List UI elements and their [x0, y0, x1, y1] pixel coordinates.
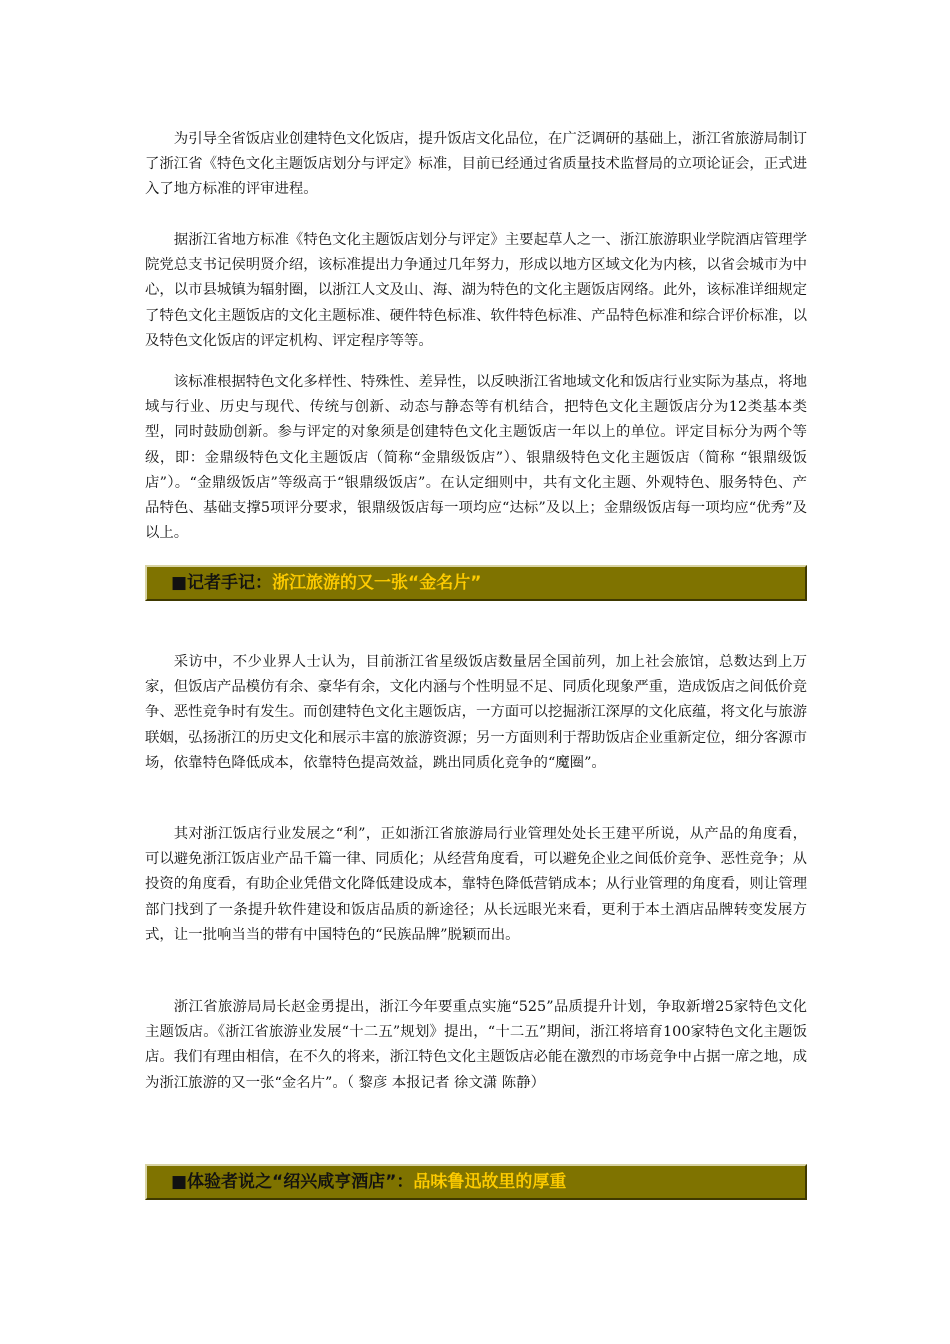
banner-lead: ■体验者说之“绍兴咸亨酒店”：: [171, 1172, 414, 1192]
paragraph-plan-525: 浙江省旅游局局长赵金勇提出，浙江今年要重点实施“525”品质提升计划，争取新增25家特色文化主题饭店。《浙江省旅游业发展“十二五”规划》提出，“十二五”期间，浙江将培育100家特色文化主题饭店。我们有理由相信，在不久的将来，浙江特色文化主题饭店必能在激烈的市场竞争中占据一席之地，成为浙江旅游的又一张“金名片”。（ 黎彦 本报记者 徐文潇 陈静）: [145, 999, 807, 1091]
paragraph-industry-views: 采访中，不少业界人士认为，目前浙江省星级饭店数量居全国前列，加上社会旅馆，总数达到上万家，但饭店产品模仿有余、豪华有余，文化内涵与个性明显不足、同质化现象严重，造成饭店之间低价竞争、恶性竞争时有发生。而创建特色文化主题饭店，一方面可以挖掘浙江深厚的文化底蕴，将文化与旅游联姻，弘扬浙江的历史文化和展示丰富的旅游资源；另一方面则利于帮助饭店企业重新定位，细分客源市场，依靠特色降低成本，依靠特色提高效益，跳出同质化竞争的“魔圈”。: [145, 654, 807, 771]
paragraph-standard-classification: 该标准根据特色文化多样性、特殊性、差异性，以反映浙江省地域文化和饭店行业实际为基点，将地域与行业、历史与现代、传统与创新、动态与静态等有机结合，把特色文化主题饭店分为12类基本类型，同时鼓励创新。参与评定的对象须是创建特色文化主题饭店一年以上的单位。评定目标分为两个等级，即：金鼎级特色文化主题饭店（简称“金鼎级饭店”）、银鼎级特色文化主题饭店（简称 “银鼎级饭店”）。“金鼎级饭店”等级高于“银鼎级饭店”。在认定细则中，共有文化主题、外观特色、服务特色、产品特色、基础支撑5项评分要求，银鼎级饭店每一项均应“达标”及以上；金鼎级饭店每一项均应“优秀”及以上。: [145, 374, 807, 542]
banner-highlight: 品味鲁迅故里的厚重: [413, 1172, 567, 1192]
section-banner-experience: [145, 1164, 807, 1200]
paragraph-intro: 为引导全省饭店业创建特色文化饭店，提升饭店文化品位，在广泛调研的基础上，浙江省旅游局制订了浙江省《特色文化主题饭店划分与评定》标准，目前已经通过省质量技术监督局的立项论证会，正式进入了地方标准的评审进程。: [145, 131, 807, 198]
section-banner-reporter-notes: [145, 565, 807, 601]
banner-lead: ■记者手记：: [171, 573, 273, 593]
paragraph-standard-author: 据浙江省地方标准《特色文化主题饭店划分与评定》主要起草人之一、浙江旅游职业学院酒店管理学院党总支书记侯明贤介绍，该标准提出力争通过几年努力，形成以地方区域文化为内核，以省会城市为中心，以市县城镇为辐射圈，以浙江人文及山、海、湖为特色的文化主题饭店网络。此外，该标准详细规定了特色文化主题饭店的文化主题标准、硬件特色标准、软件特色标准、产品特色标准和综合评价标准，以及特色文化饭店的评定机构、评定程序等等。: [145, 232, 807, 349]
paragraph-benefits: 其对浙江饭店行业发展之“利”，正如浙江省旅游局行业管理处处长王建平所说，从产品的角度看，可以避免浙江饭店业产品千篇一律、同质化；从经营角度看，可以避免企业之间低价竞争、恶性竞争；从投资的角度看，有助企业凭借文化降低建设成本，靠特色降低营销成本；从行业管理的角度看，则让管理部门找到了一条提升软件建设和饭店品质的新途径；从长远眼光来看，更利于本土酒店品牌转变发展方式，让一批响当当的带有中国特色的“民族品牌”脱颖而出。: [145, 826, 807, 943]
banner-highlight: 浙江旅游的又一张“金名片”: [272, 573, 482, 593]
